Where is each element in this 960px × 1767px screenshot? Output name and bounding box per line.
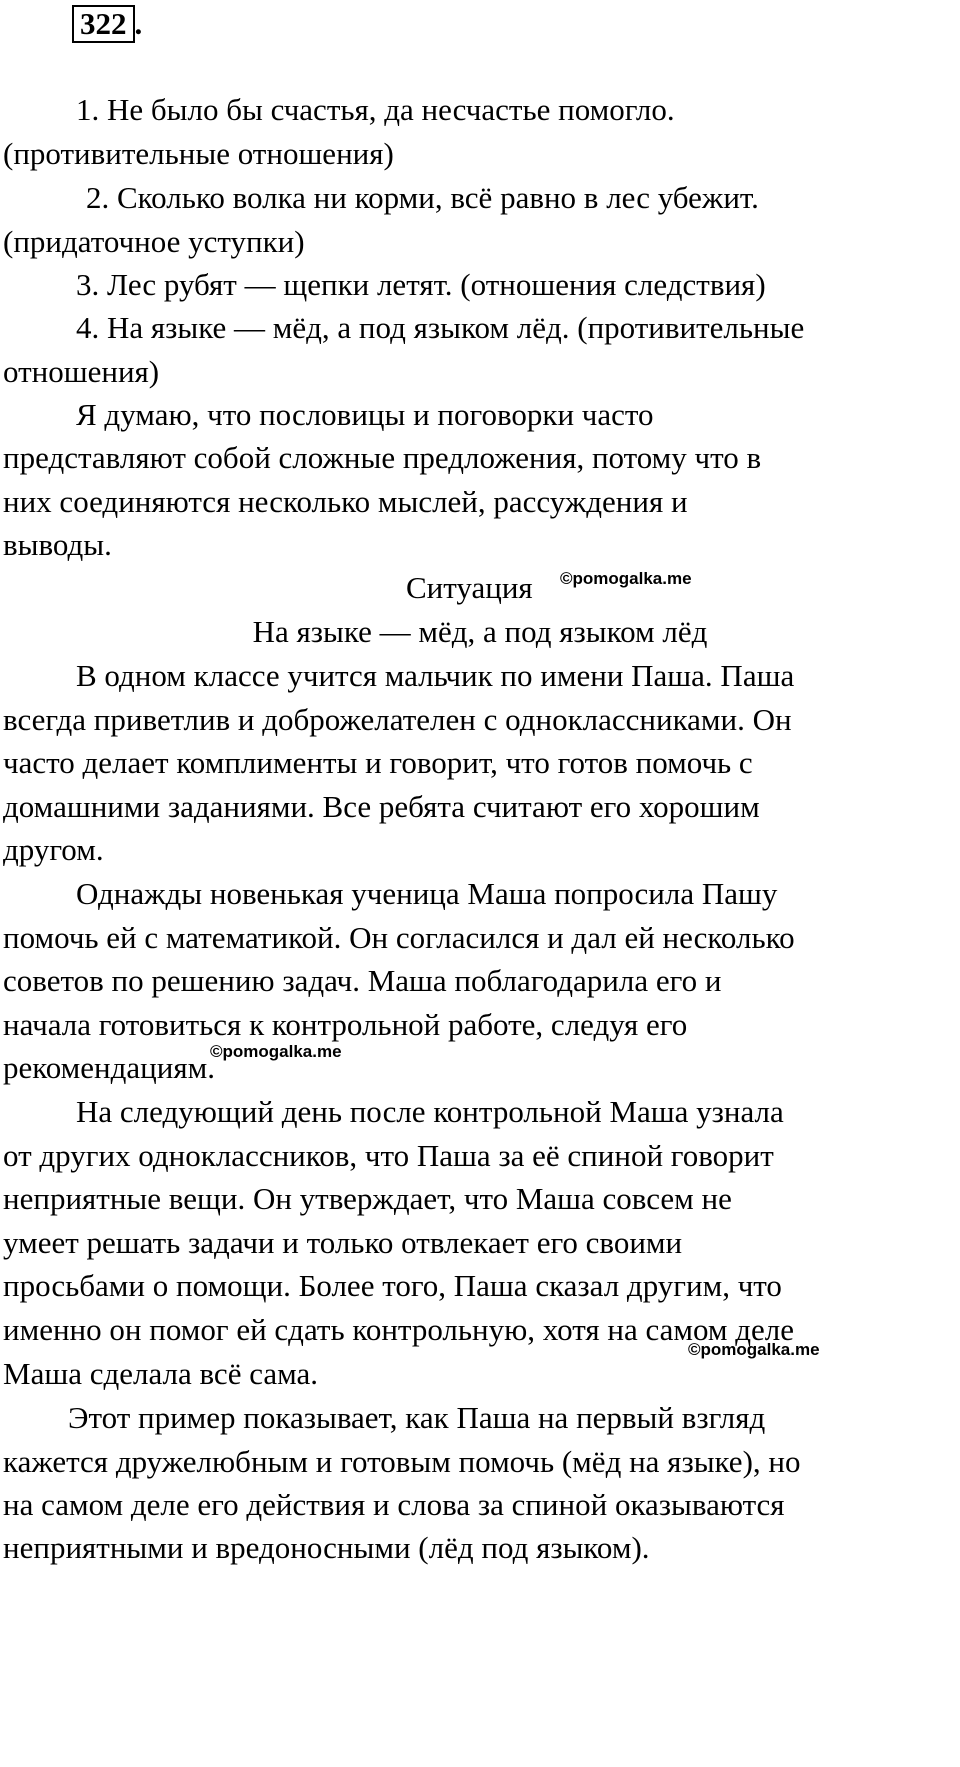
paragraph-2-line-1: Однажды новенькая ученица Маша попросила Пашу xyxy=(76,876,778,911)
proverb-3-line: 3. Лес рубят — щепки летят. (отношения следствия) xyxy=(76,267,766,302)
task-number xyxy=(72,5,142,43)
proverb-2-line-2: (придаточное уступки) xyxy=(3,224,305,259)
paragraph-3-line-6: именно он помог ей сдать контрольную, хотя на самом деле xyxy=(3,1312,794,1347)
proverb-1-line-1: 1. Не было бы счастья, да несчастье помогло. xyxy=(76,92,675,127)
paragraph-4-line-3: на самом деле его действия и слова за спиной оказываются xyxy=(3,1487,785,1522)
task-number-dot: . xyxy=(134,6,143,41)
task-number-box: 322 xyxy=(72,5,135,43)
proverb-4-line-2: отношения) xyxy=(3,354,160,389)
proverb-2-line-1: 2. Сколько волка ни корми, всё равно в лес убежит. xyxy=(86,180,759,215)
watermark-3: ©pomogalka.me xyxy=(688,1340,820,1359)
paragraph-2-line-3: советов по решению задач. Маша поблагодарила его и xyxy=(3,963,722,998)
paragraph-4-line-2: кажется дружелюбным и готовым помочь (мёд на языке), но xyxy=(3,1444,801,1479)
paragraph-3-line-4: умеет решать задачи и только отвлекает его своими xyxy=(3,1225,683,1260)
paragraph-1-line-1: В одном классе учится мальчик по имени Паша. Паша xyxy=(76,658,795,693)
paragraph-2-line-4: начала готовиться к контрольной работе, следуя его xyxy=(3,1007,688,1042)
paragraph-1-line-5: другом. xyxy=(3,832,104,867)
proverb-4-line-1: 4. На языке — мёд, а под языком лёд. (противительные xyxy=(76,310,805,345)
paragraph-4-line-1: Этот пример показывает, как Паша на первый взгляд xyxy=(68,1400,766,1435)
opinion-line-4: выводы. xyxy=(3,527,112,562)
paragraph-2-line-5: рекомендациям. xyxy=(3,1050,215,1085)
paragraph-1-line-2: всегда приветлив и доброжелателен с одноклассниками. Он xyxy=(3,702,792,737)
paragraph-3-line-7: Маша сделала всё сама. xyxy=(3,1356,319,1391)
opinion-line-3: них соединяются несколько мыслей, рассуждения и xyxy=(3,484,688,519)
paragraph-3-line-3: неприятные вещи. Он утверждает, что Маша совсем не xyxy=(3,1181,732,1216)
watermark-1: ©pomogalka.me xyxy=(560,569,692,588)
proverb-1-line-2: (противительные отношения) xyxy=(3,136,394,171)
opinion-line-2: представляют собой сложные предложения, потому что в xyxy=(3,440,762,475)
paragraph-1-line-4: домашними заданиями. Все ребята считают его хорошим xyxy=(3,789,760,824)
paragraph-3-line-5: просьбами о помощи. Более того, Паша сказал другим, что xyxy=(3,1268,782,1303)
paragraph-1-line-3: часто делает комплименты и говорит, что готов помочь с xyxy=(3,745,753,780)
paragraph-4-line-4: неприятными и вредоносными (лёд под языком). xyxy=(3,1530,650,1565)
situation-heading: Ситуация xyxy=(406,570,533,605)
opinion-line-1: Я думаю, что пословицы и поговорки часто xyxy=(76,397,654,432)
paragraph-2-line-2: помочь ей с математикой. Он согласился и дал ей несколько xyxy=(3,920,795,955)
watermark-2: ©pomogalka.me xyxy=(210,1042,342,1061)
paragraph-3-line-1: На следующий день после контрольной Маша узнала xyxy=(76,1094,784,1129)
situation-subheading: На языке — мёд, а под языком лёд xyxy=(252,614,708,649)
paragraph-3-line-2: от других одноклассников, что Паша за её спиной говорит xyxy=(3,1138,774,1173)
